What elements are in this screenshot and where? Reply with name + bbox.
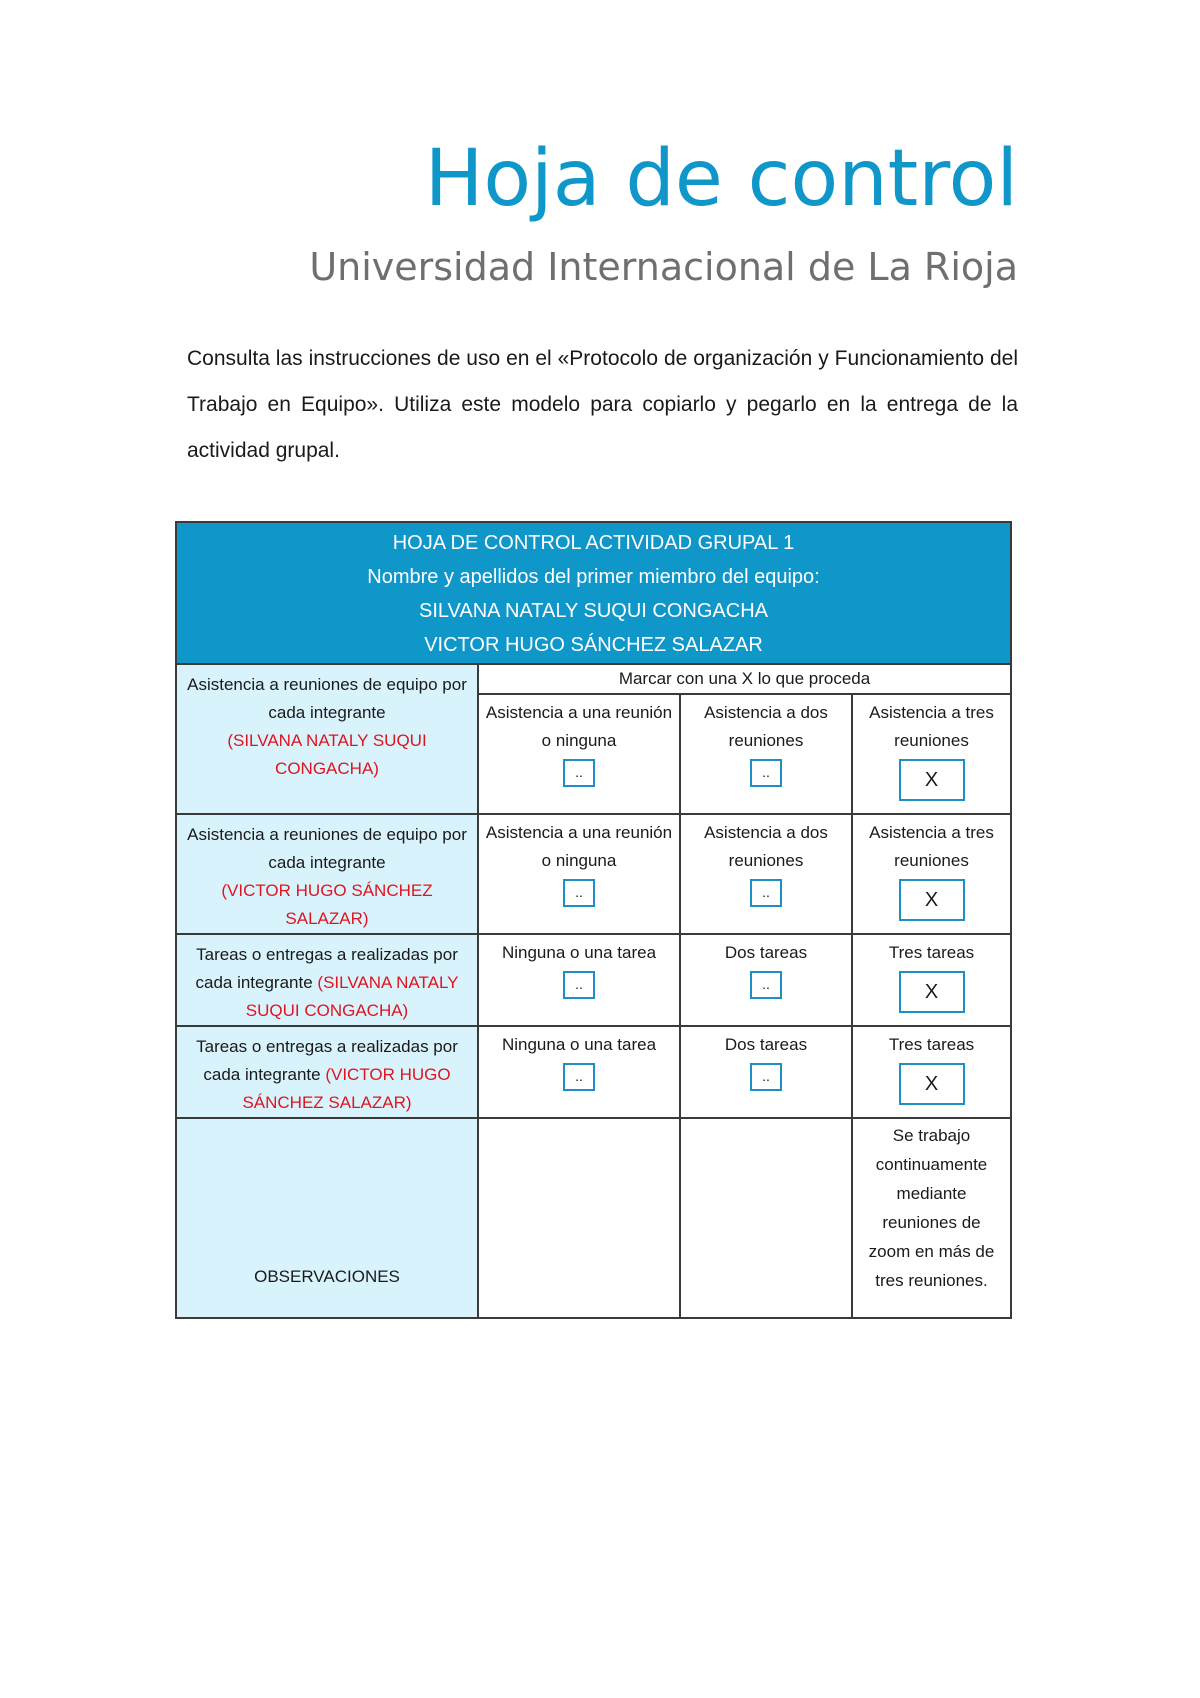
option-cell [680,934,852,1026]
option-label: Asistencia a una reunión o ninguna [485,823,673,870]
checkbox-checked[interactable]: X [899,759,965,801]
checkbox[interactable]: .. [563,759,595,787]
row-label-text: Asistencia a reuniones de equipo por cada integrante [187,825,467,872]
checkbox[interactable]: .. [563,1063,595,1091]
page-subtitle: Universidad Internacional de La Rioja [309,245,1018,289]
row-label [176,934,478,1026]
checkbox[interactable]: .. [750,879,782,907]
header-member-2: VICTOR HUGO SÁNCHEZ SALAZAR [424,634,763,656]
control-table [175,521,1012,1319]
table-header [176,522,1011,664]
row-label [176,1026,478,1118]
row-member-name: (VICTOR HUGO SÁNCHEZ SALAZAR) [221,881,433,928]
option-label: Dos tareas [724,943,808,962]
checkbox-checked[interactable]: X [899,1063,965,1105]
option-cell [680,814,852,934]
header-members-label: Nombre y apellidos del primer miembro del equipo: [367,566,820,588]
option-label: Asistencia a tres reuniones [869,703,994,750]
row-label-text: Asistencia a reuniones de equipo por cada integrante [187,675,467,722]
checkbox-checked[interactable]: X [899,879,965,921]
checkbox[interactable]: .. [750,759,782,787]
option-label: Asistencia a tres reuniones [869,823,994,870]
checkbox[interactable]: .. [563,879,595,907]
row-label-text: Tareas o entregas a realizadas por cada integrante [196,1037,458,1084]
row-member-name: (SILVANA NATALY SUQUI CONGACHA) [245,973,459,1020]
option-label: Dos tareas [724,1035,808,1054]
option-cell [478,694,680,814]
option-label: Tres tareas [888,943,975,962]
option-cell [478,814,680,934]
option-cell [852,1026,1011,1118]
checkbox[interactable]: .. [750,971,782,999]
observations-empty-cell [680,1118,852,1318]
option-label: Tres tareas [888,1035,975,1054]
option-cell [478,934,680,1026]
row-member-name: (SILVANA NATALY SUQUI CONGACHA) [227,731,427,778]
mark-instruction: Marcar con una X lo que proceda [478,664,1011,694]
option-label: Ninguna o una tarea [501,943,657,962]
observations-label: OBSERVACIONES [176,1118,478,1318]
checkbox-checked[interactable]: X [899,971,965,1013]
option-cell [852,694,1011,814]
row-label-text: Tareas o entregas a realizadas por cada integrante [195,945,458,992]
checkbox[interactable]: .. [563,971,595,999]
option-label: Asistencia a una reunión o ninguna [485,703,673,750]
option-cell [852,934,1011,1026]
checkbox[interactable]: .. [750,1063,782,1091]
row-label [176,664,478,814]
observations-empty-cell [478,1118,680,1318]
intro-paragraph: Consulta las instrucciones de uso en el «Protocolo de organización y Funcionamiento del Trabajo en Equipo». Utiliza este modelo para copiarlo y pegarlo en la entrega de la actividad grupal. [187,347,1018,462]
option-cell [852,814,1011,934]
option-cell [478,1026,680,1118]
row-label [176,814,478,934]
header-member-1: SILVANA NATALY SUQUI CONGACHA [419,600,768,622]
page-title: Hoja de control [424,134,1018,224]
option-label: Asistencia a dos reuniones [704,703,828,750]
option-label: Asistencia a dos reuniones [704,823,828,870]
observations-text: Se trabajo continuamente mediante reuniones de zoom en más de tres reuniones. [852,1118,1011,1318]
row-member-name: (VICTOR HUGO SÁNCHEZ SALAZAR) [242,1065,451,1112]
option-label: Ninguna o una tarea [501,1035,657,1054]
option-cell [680,694,852,814]
header-title: HOJA DE CONTROL ACTIVIDAD GRUPAL 1 [392,532,795,554]
option-cell [680,1026,852,1118]
